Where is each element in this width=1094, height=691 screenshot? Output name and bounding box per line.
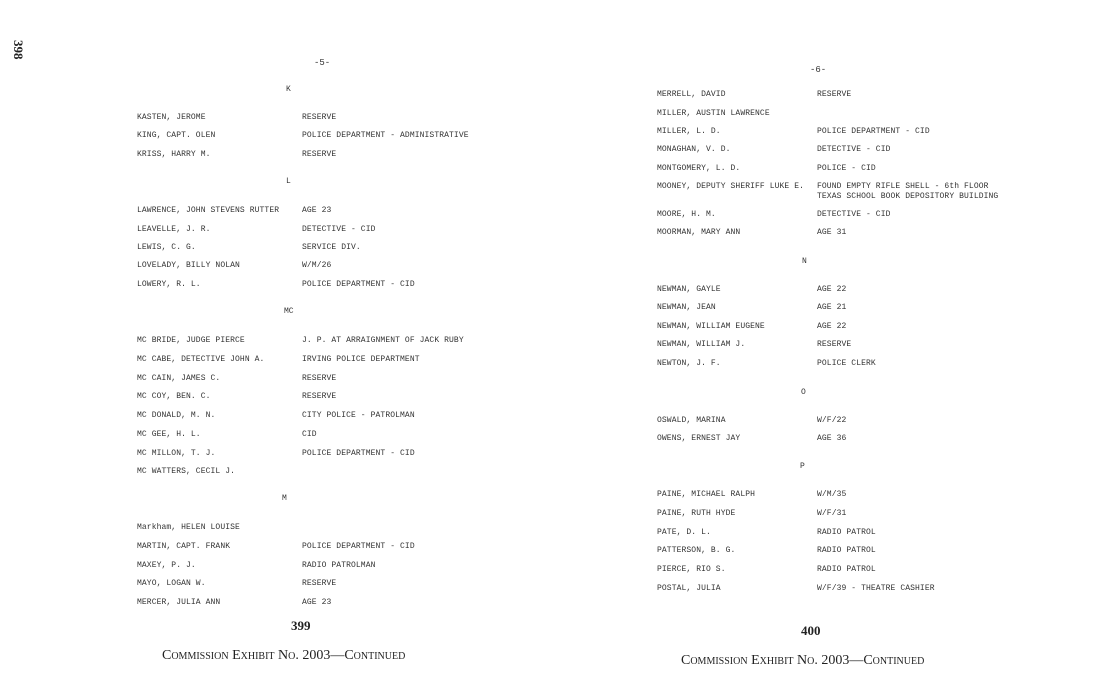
entry-name: MILLER, L. D. (657, 127, 721, 136)
entry-name: NEWMAN, GAYLE (657, 285, 721, 294)
section-letter: L (286, 177, 291, 186)
entry-role: RESERVE (302, 113, 337, 122)
entry-role: RESERVE (302, 374, 337, 383)
entry-role: RESERVE (302, 150, 337, 159)
entry-role: W/F/31 (817, 509, 847, 518)
page-header: -5- (314, 58, 331, 68)
entry-role: RADIO PATROL (817, 565, 876, 574)
entry-role: RESERVE (817, 340, 852, 349)
entry-role: RESERVE (817, 90, 852, 99)
entry-role: POLICE DEPARTMENT - CID (302, 542, 415, 551)
entry-name: LEWIS, C. G. (137, 243, 196, 252)
entry-name: PATE, D. L. (657, 528, 711, 537)
entry-name: MC COY, BEN. C. (137, 392, 211, 401)
entry-name: MONAGHAN, V. D. (657, 145, 731, 154)
entry-role: POLICE DEPARTMENT - CID (817, 127, 930, 136)
page-header: -6- (810, 65, 827, 75)
entry-name: MOORMAN, MARY ANN (657, 228, 741, 237)
entry-role: W/M/35 (817, 490, 847, 499)
entry-name: MC WATTERS, CECIL J. (137, 467, 236, 476)
right-page (547, 0, 1094, 691)
entry-name: OWENS, ERNEST JAY (657, 434, 741, 443)
entry-name: KASTEN, JEROME (137, 113, 206, 122)
entry-name: MC CABE, DETECTIVE JOHN A. (137, 355, 265, 364)
entry-role: SERVICE DIV. (302, 243, 361, 252)
exhibit-caption: Commission Exhibit No. 2003—Continued (162, 648, 406, 663)
entry-name: LOWERY, R. L. (137, 280, 201, 289)
entry-name: NEWTON, J. F. (657, 359, 721, 368)
entry-role: W/F/22 (817, 416, 847, 425)
section-letter: N (802, 257, 807, 266)
entry-role: AGE 22 (817, 285, 847, 294)
entry-role: AGE 21 (817, 303, 847, 312)
entry-role: POLICE DEPARTMENT - CID (302, 449, 415, 458)
entry-name: MONTGOMERY, L. D. (657, 164, 741, 173)
entry-role: POLICE DEPARTMENT - ADMINISTRATIVE (302, 131, 469, 140)
entry-name: MERCER, JULIA ANN (137, 598, 221, 607)
entry-name: NEWMAN, WILLIAM EUGENE (657, 322, 765, 331)
side-page-number: 398 (11, 40, 26, 60)
entry-name: MOONEY, DEPUTY SHERIFF LUKE E. (657, 182, 805, 191)
entry-role: FOUND EMPTY RIFLE SHELL - 6th FLOOR TEXAS SCHOOL BOOK DEPOSITORY BUILDING (817, 182, 999, 201)
entry-name: MC MILLON, T. J. (137, 449, 216, 458)
page-number: 399 (291, 618, 311, 633)
entry-role: W/M/26 (302, 261, 332, 270)
entry-name: PATTERSON, B. G. (657, 546, 736, 555)
entry-name: MC CAIN, JAMES C. (137, 374, 221, 383)
section-letter: P (800, 462, 805, 471)
entry-role: AGE 23 (302, 206, 332, 215)
entry-name: LOVELADY, BILLY NOLAN (137, 261, 240, 270)
entry-role: W/F/39 - THEATRE CASHIER (817, 584, 935, 593)
entry-role: POLICE DEPARTMENT - CID (302, 280, 415, 289)
entry-name: PAINE, RUTH HYDE (657, 509, 736, 518)
entry-role: DETECTIVE - CID (817, 210, 891, 219)
entry-name: MC GEE, H. L. (137, 430, 201, 439)
section-letter: MC (284, 307, 294, 316)
entry-name: LEAVELLE, J. R. (137, 225, 211, 234)
section-letter: K (286, 85, 291, 94)
entry-name: MOORE, H. M. (657, 210, 716, 219)
entry-name: MC DONALD, M. N. (137, 411, 216, 420)
entry-role: CID (302, 430, 317, 439)
entry-role: RESERVE (302, 392, 337, 401)
entry-role: RADIO PATROL (817, 528, 876, 537)
entry-name: MAXEY, P. J. (137, 561, 196, 570)
section-letter: O (801, 388, 806, 397)
entry-name: POSTAL, JULIA (657, 584, 721, 593)
entry-role: POLICE - CID (817, 164, 876, 173)
entry-name: NEWMAN, WILLIAM J. (657, 340, 746, 349)
entry-name: MARTIN, CAPT. FRANK (137, 542, 231, 551)
entry-role: DETECTIVE - CID (817, 145, 891, 154)
entry-role: J. P. AT ARRAIGNMENT OF JACK RUBY (302, 336, 464, 345)
entry-role: AGE 31 (817, 228, 847, 237)
entry-role: AGE 36 (817, 434, 847, 443)
entry-name: MC BRIDE, JUDGE PIERCE (137, 336, 245, 345)
page-number: 400 (801, 623, 821, 638)
entry-name: MAYO, LOGAN W. (137, 579, 206, 588)
entry-name: MERRELL, DAVID (657, 90, 726, 99)
entry-role: RADIO PATROLMAN (302, 561, 376, 570)
entry-role: POLICE CLERK (817, 359, 876, 368)
entry-role: DETECTIVE - CID (302, 225, 376, 234)
entry-name: PIERCE, RIO S. (657, 565, 726, 574)
entry-role: AGE 23 (302, 598, 332, 607)
entry-role: IRVING POLICE DEPARTMENT (302, 355, 420, 364)
entry-name: NEWMAN, JEAN (657, 303, 716, 312)
entry-name: PAINE, MICHAEL RALPH (657, 490, 756, 499)
entry-name: Markham, HELEN LOUISE (137, 523, 240, 532)
entry-role: CITY POLICE - PATROLMAN (302, 411, 415, 420)
entry-role: RESERVE (302, 579, 337, 588)
entry-name: KING, CAPT. OLEN (137, 131, 216, 140)
entry-role: AGE 22 (817, 322, 847, 331)
exhibit-caption: Commission Exhibit No. 2003—Continued (681, 653, 925, 668)
entry-name: KRISS, HARRY M. (137, 150, 211, 159)
entry-name: LAWRENCE, JOHN STEVENS RUTTER (137, 206, 280, 215)
section-letter: M (282, 494, 287, 503)
entry-name: MILLER, AUSTIN LAWRENCE (657, 109, 770, 118)
entry-role: RADIO PATROL (817, 546, 876, 555)
entry-name: OSWALD, MARINA (657, 416, 726, 425)
